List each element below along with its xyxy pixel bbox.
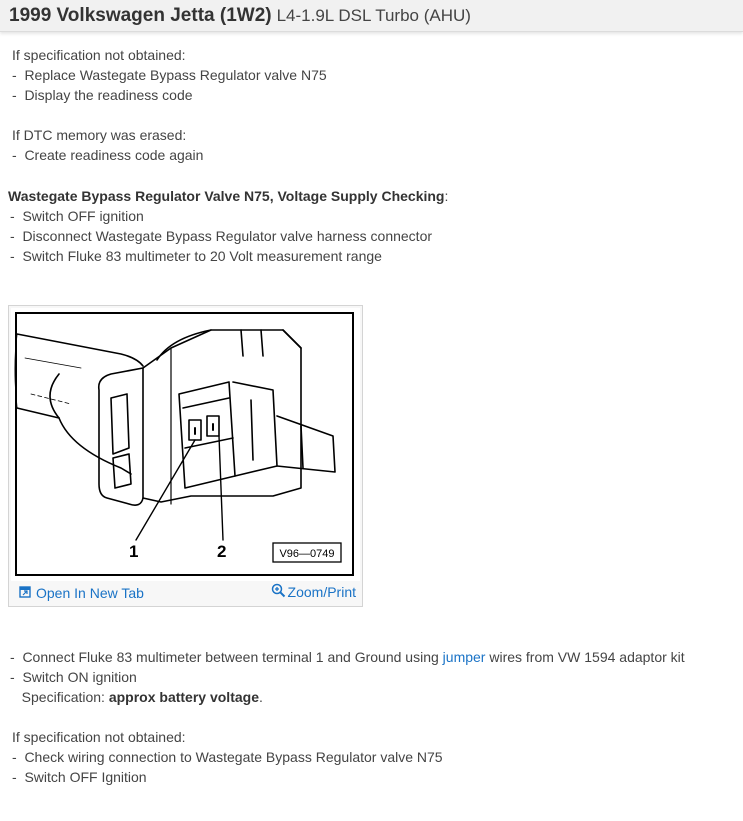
callout-1: 1 — [129, 542, 139, 561]
section3-heading-suffix: : — [444, 188, 449, 204]
list-item: - Switch ON ignition — [10, 669, 137, 685]
list-item: - Replace Wastegate Bypass Regulator valve N75 — [12, 67, 327, 83]
figure-actions — [9, 583, 362, 605]
section5-heading: If specification not obtained: — [12, 729, 186, 745]
zoom-print-label: Zoom/Print — [287, 584, 356, 600]
page-header — [0, 0, 743, 32]
section3-heading-bold: Wastegate Bypass Regulator Valve N75, Voltage Supply Checking — [8, 188, 445, 204]
vehicle-title: 1999 Volkswagen Jetta (1W2) — [9, 4, 272, 26]
connect-multimeter-text-end: wires from VW 1594 adaptor kit — [485, 649, 685, 665]
list-item — [10, 648, 685, 666]
section2-heading: If DTC memory was erased: — [12, 127, 187, 143]
list-item: - Switch OFF ignition — [10, 208, 144, 224]
list-item: - Switch OFF Ignition — [12, 769, 147, 785]
specification-label: Specification: — [10, 689, 109, 705]
magnifier-plus-icon — [271, 583, 286, 601]
jumper-link[interactable]: jumper — [442, 649, 486, 665]
connector-figure — [8, 305, 363, 607]
list-item: - Check wiring connection to Wastegate Bypass Regulator valve N75 — [12, 749, 443, 765]
section3-heading — [8, 187, 448, 205]
section1-heading: If specification not obtained: — [12, 47, 186, 63]
engine-subtitle: L4-1.9L DSL Turbo (AHU) — [276, 5, 471, 25]
specification-suffix: . — [258, 689, 263, 705]
connector-diagram — [11, 308, 360, 581]
connect-multimeter-text: - Connect Fluke 83 multimeter between terminal 1 and Ground using — [10, 649, 443, 665]
list-item: - Switch Fluke 83 multimeter to 20 Volt measurement range — [10, 248, 382, 264]
specification-line — [10, 688, 263, 706]
connector-diagram-image[interactable] — [11, 308, 360, 581]
figure-code-label: V96—0749 — [279, 548, 335, 560]
open-in-new-tab-label: Open In New Tab — [36, 585, 144, 601]
zoom-print-link[interactable] — [271, 583, 356, 601]
list-item: - Create readiness code again — [12, 147, 204, 163]
open-in-new-tab-icon — [19, 585, 31, 601]
specification-value: approx battery voltage — [108, 689, 259, 705]
open-in-new-tab-link[interactable] — [19, 585, 144, 601]
list-item: - Disconnect Wastegate Bypass Regulator valve harness connector — [10, 228, 433, 244]
callout-2: 2 — [217, 542, 227, 561]
list-item: - Display the readiness code — [12, 87, 193, 103]
